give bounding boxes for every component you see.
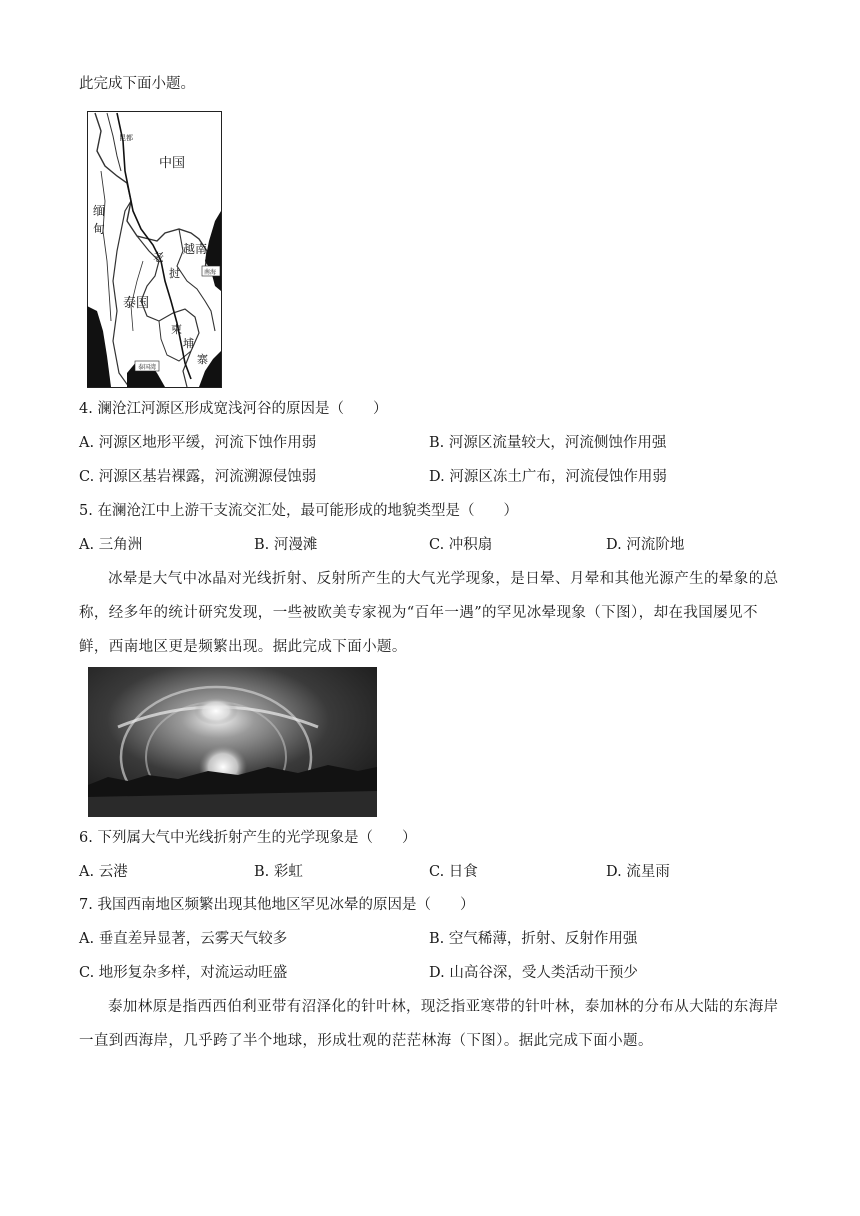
mekong-map — [87, 111, 222, 388]
mekong-map-figure — [87, 111, 222, 388]
question-7-option-b: B. 空气稀薄，折射、反射作用强 — [429, 931, 638, 947]
label-china: 中国 — [159, 156, 186, 171]
question-5-option-a: A. 三角洲 — [79, 537, 143, 553]
question-5-option-c: C. 冲积扇 — [429, 537, 493, 553]
question-6-option-d: D. 流星雨 — [606, 864, 670, 880]
label-myanmar-2: 甸 — [93, 222, 106, 236]
label-cambodia-2: 埔 — [183, 337, 194, 350]
label-vietnam: 越南 — [183, 242, 208, 256]
question-7-option-d: D. 山高谷深，受人类活动干预少 — [429, 965, 638, 981]
question-5-option-d: D. 河流阶地 — [606, 537, 685, 553]
question-7-option-a: A. 垂直差异显著，云雾天气较多 — [79, 931, 288, 947]
passage-taiga: 泰加林原是指西西伯利亚带有沼泽化的针叶林，现泛指亚寒带的针叶林，泰加林的分布从大陆的东海岸一直到西海岸，几乎跨了半个地球，形成壮观的茫茫林海（下图）。据此完成下面小题。 — [79, 999, 779, 1049]
question-6-option-a: A. 云港 — [79, 864, 128, 880]
label-south-sea: 南海 — [204, 269, 217, 276]
label-cambodia-3: 寨 — [197, 353, 208, 366]
ice-halo-photo — [88, 667, 377, 817]
question-5-option-b: B. 河漫滩 — [254, 537, 318, 553]
label-myanmar-1: 缅 — [93, 204, 106, 218]
label-laos-1: 老 — [153, 251, 164, 264]
label-cambodia-1: 柬 — [171, 323, 182, 336]
passage-halo: 冰晕是大气中冰晶对光线折射、反射所产生的大气光学现象，是日晕、月晕和其他光源产生的晕象的总称，经多年的统计研究发现，一些被欧美专家视为“百年一遇”的罕见冰晕现象（下图），却在我国屡见不鲜，西南地区更是频繁出现。据此完成下面小题。 — [79, 571, 779, 655]
question-6-option-c: C. 日食 — [429, 864, 478, 880]
question-4-option-a: A. 河源区地形平缓，河流下蚀作用弱 — [79, 435, 317, 451]
label-gulf: 泰国湾 — [138, 364, 157, 371]
ice-halo-image — [88, 667, 377, 817]
question-5-stem: 5. 在澜沧江中上游干支流交汇处，最可能形成的地貌类型是（ ） — [79, 503, 518, 519]
question-7-stem: 7. 我国西南地区频繁出现其他地区罕见冰晕的原因是（ ） — [79, 897, 475, 913]
question-6-option-b: B. 彩虹 — [254, 864, 303, 880]
question-7-option-c: C. 地形复杂多样，对流运动旺盛 — [79, 965, 288, 981]
label-kunming: 昆都 — [119, 134, 133, 142]
question-6-stem: 6. 下列属大气中光线折射产生的光学现象是（ ） — [79, 830, 417, 846]
label-thailand: 泰国 — [123, 296, 150, 311]
question-4-option-b: B. 河源区流量较大，河流侧蚀作用强 — [429, 435, 667, 451]
question-4-option-d: D. 河源区冻土广布，河流侵蚀作用弱 — [429, 469, 667, 485]
label-laos-2: 挝 — [169, 267, 180, 280]
question-4-option-c: C. 河源区基岩裸露，河流溯源侵蚀弱 — [79, 469, 317, 485]
intro-text: 此完成下面小题。 — [79, 76, 195, 92]
question-4-stem: 4. 澜沧江河源区形成宽浅河谷的原因是（ ） — [79, 401, 388, 417]
